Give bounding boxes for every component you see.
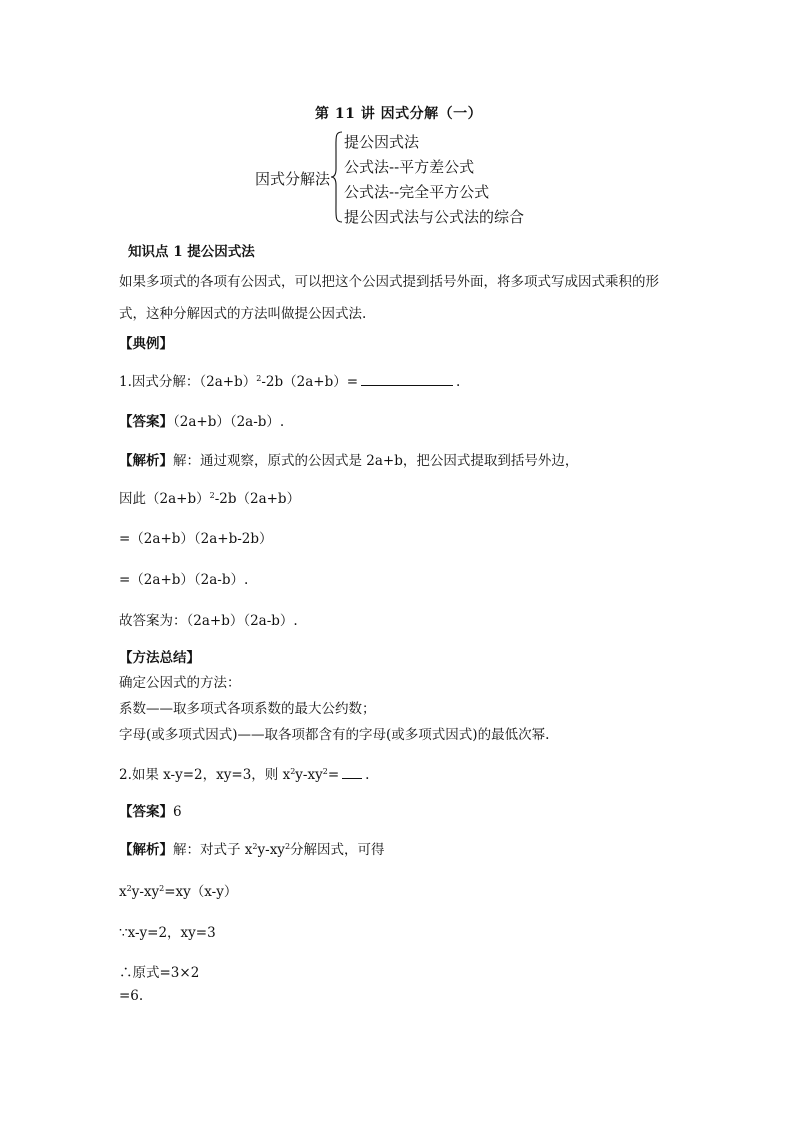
solution-step: ∵x-y=2，xy=3 xyxy=(119,925,216,941)
solution-step: =（2a+b）（2a-b）. xyxy=(119,572,249,588)
page-title: 第 11 讲 因式分解（一） xyxy=(315,106,483,122)
question-1-answer: 【答案】（2a+b）（2a-b）. xyxy=(119,414,285,430)
solution-step: =6. xyxy=(119,988,144,1004)
tree-item: 公式法--完全平方公式 xyxy=(344,183,490,201)
solution-step: 因此$(2a+b)^2-2b(2a+b)$ xyxy=(119,491,301,507)
answer-blank xyxy=(361,371,453,386)
left-brace-icon xyxy=(330,131,344,223)
question-1-stem: 1.因式分解：$(2a+b)^2-2b(2a+b)=$ . xyxy=(119,370,460,390)
question-2-analysis: 【解析】解：对式子 $x^2y-xy^2$分解因式，可得 xyxy=(119,842,385,858)
section-heading: 知识点 1 提公因式法 xyxy=(128,244,255,260)
definition-line: 式，这种分解因式的方法叫做提公因式法. xyxy=(119,306,367,322)
definition-line: 如果多项式的各项有公因式，可以把这个公因式提到括号外面，将多项式写成因式乘积的形 xyxy=(119,274,659,290)
tree-item: 提公因式法与公式法的综合 xyxy=(344,208,525,226)
question-2-answer: 【答案】6 xyxy=(119,804,182,820)
method-line: 字母(或多项式因式)——取各项都含有的字母(或多项式因式)的最低次幂. xyxy=(119,727,550,743)
method-line: 确定公因式的方法： xyxy=(119,675,241,691)
example-heading: 【典例】 xyxy=(119,336,173,352)
tree-item: 提公因式法 xyxy=(344,133,420,151)
method-heading: 【方法总结】 xyxy=(119,650,200,666)
method-line: 系数——取多项式各项系数的最大公约数； xyxy=(119,701,376,717)
answer-blank xyxy=(342,764,362,779)
tree-root-label: 因式分解法 xyxy=(255,170,331,188)
tree-item: 公式法--平方差公式 xyxy=(344,158,475,176)
question-2-stem: 2.如果 x-y=2，xy=3，则 $x^2y-xy^2=$ . xyxy=(119,763,369,783)
solution-step: $x^2y-xy^2=xy(x-y)$ xyxy=(119,884,238,900)
solution-step: ∴原式=3×2 xyxy=(119,965,200,981)
solution-final: 故答案为：（2a+b）（2a-b）. xyxy=(119,613,298,629)
question-1-analysis: 【解析】解：通过观察，原式的公因式是 2a+b，把公因式提取到括号外边， xyxy=(119,453,579,469)
solution-step: =（2a+b）（2a+b-2b） xyxy=(119,531,273,547)
